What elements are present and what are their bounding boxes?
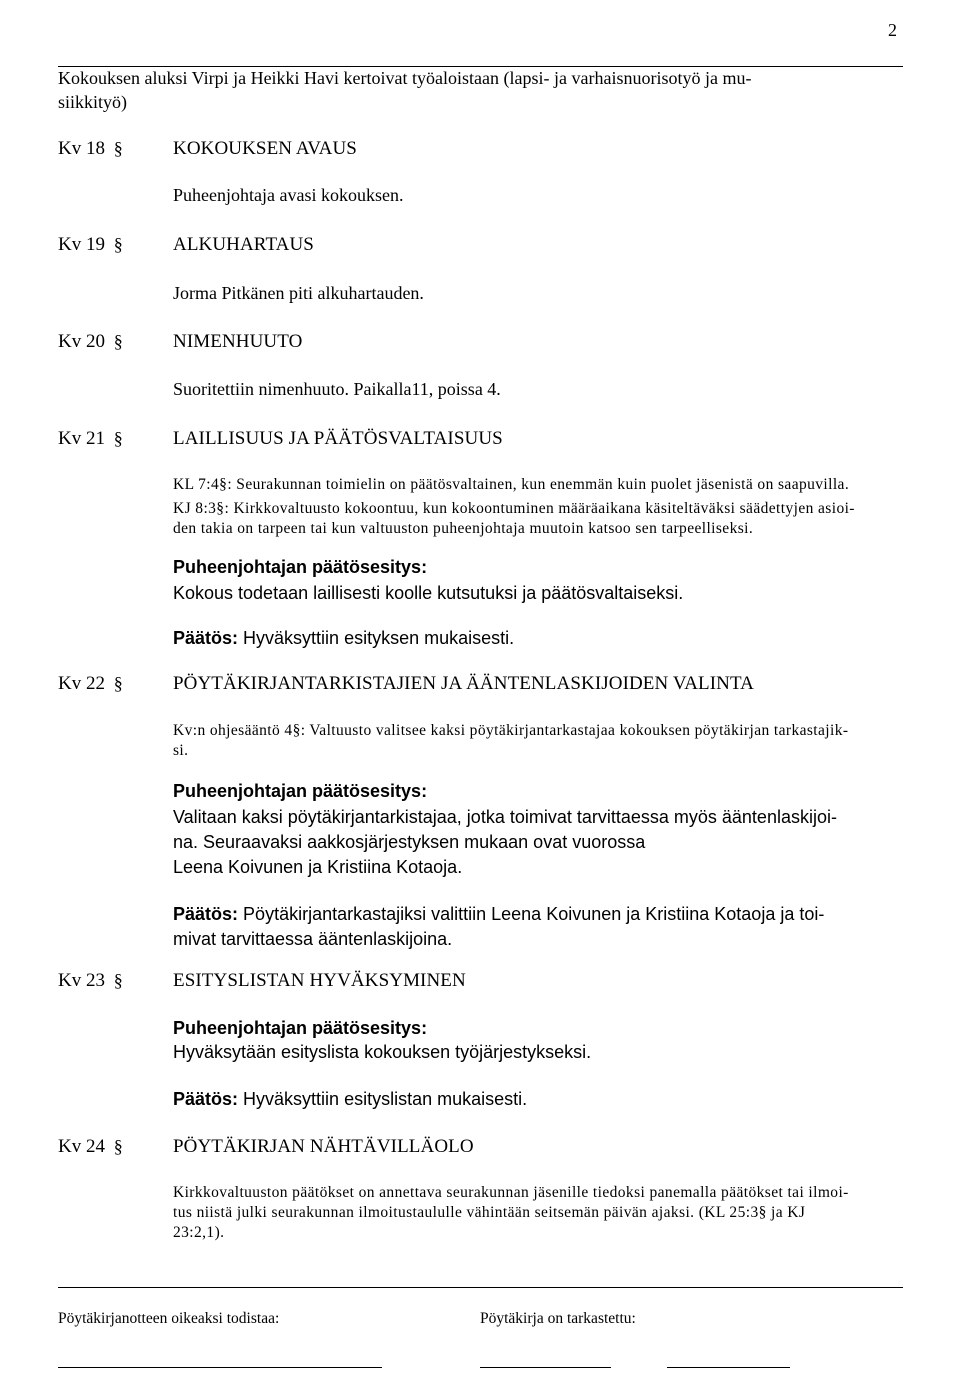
proposal-text: Kokous todetaan laillisesti koolle kutsutuksi ja päätösvaltaiseksi. [173,583,684,603]
section-text-kv19: Jorma Pitkänen piti alkuhartauden. [173,283,424,303]
publication-text-line-3: 23:2,1). [173,1224,225,1241]
section-sign: § [113,1136,123,1156]
section-label-kv24 [58,1136,123,1158]
decision-label: Päätös: [173,628,239,648]
section-number: Kv 22 [58,673,105,694]
section-label-kv20 [58,331,123,353]
section-title-kv22: PÖYTÄKIRJANTARKISTAJIEN JA ÄÄNTENLASKIJOIDEN VALINTA [173,673,754,694]
section-title-kv23: ESITYSLISTAN HYVÄKSYMINEN [173,970,466,991]
section-text-kv18: Puheenjohtaja avasi kokouksen. [173,185,404,205]
proposal-line-3: Leena Koivunen ja Kristiina Kotaoja. [173,857,463,877]
decision-label: Päätös: [173,1089,239,1109]
section-label-kv18 [58,138,123,160]
legal-reference-kl: KL 7:4§: Seurakunnan toimielin on päätösvaltainen, kun enemmän kuin puolet jäsenistä on saapuvilla. [173,476,850,493]
decision-label: Päätös: [173,904,239,924]
footer-reviewed-label: Pöytäkirja on tarkastettu: [480,1310,636,1327]
section-sign: § [113,331,123,351]
footer-certify-label: Pöytäkirjanotteen oikeaksi todistaa: [58,1310,280,1327]
section-number: Kv 21 [58,428,105,449]
intro-line-1: Kokouksen aluksi Virpi ja Heikki Havi kertoivat työaloistaan (lapsi- ja varhaisnuorisotyö ja mu- [58,68,752,88]
section-number: Kv 20 [58,331,105,352]
decision-text: Hyväksyttiin esityksen mukaisesti. [243,628,515,648]
section-label-kv21 [58,428,123,450]
decision [173,626,514,650]
section-title-kv19: ALKUHARTAUS [173,234,314,255]
proposal-line-1: Valitaan kaksi pöytäkirjantarkistajaa, jotka toimivat tarvittaessa myös ääntenlaskijoi- [173,807,837,827]
section-text-kv20: Suoritettiin nimenhuuto. Paikalla11, poissa 4. [173,379,501,399]
section-label-kv22 [58,673,123,695]
proposal-heading: Puheenjohtajan päätösesitys: [173,781,428,801]
section-sign: § [113,673,123,693]
rule-reference-line-2: si. [173,742,189,759]
decision-text: Hyväksyttiin esityslistan mukaisesti. [243,1089,528,1109]
section-sign: § [113,138,123,158]
publication-text-line-2: tus niistä julki seurakunnan ilmoitustaululle vähintään seitsemän päivän ajaksi. (KL 25:3§ ja KJ [173,1204,806,1221]
rule-reference-line-1: Kv:n ohjesääntö 4§: Valtuusto valitsee kaksi pöytäkirjantarkastajaa kokouksen pöytäkirjan tarkastajik- [173,722,849,739]
section-number: Kv 24 [58,1136,105,1157]
section-label-kv19 [58,234,123,256]
proposal-text: Hyväksytään esityslista kokouksen työjärjestykseksi. [173,1042,592,1062]
section-sign: § [113,428,123,448]
footer-rule [58,1287,903,1288]
section-title-kv21: LAILLISUUS JA PÄÄTÖSVALTAISUUS [173,428,503,449]
decision-line-1 [173,902,824,926]
header-rule [58,66,903,67]
section-number: Kv 23 [58,970,105,991]
publication-text-line-1: Kirkkovaltuuston päätökset on annettava seurakunnan jäsenille tiedoksi panemalla päätökset tai ilmoi- [173,1184,849,1201]
intro-line-2: siikkityö) [58,92,128,112]
proposal-heading: Puheenjohtajan päätösesitys: [173,557,428,577]
proposal-heading: Puheenjohtajan päätösesitys: [173,1018,428,1038]
proposal-line-2: na. Seuraavaksi aakkosjärjestyksen mukaan ovat vuorossa [173,832,646,852]
decision [173,1087,527,1111]
legal-reference-kj-line-1: KJ 8:3§: Kirkkovaltuusto kokoontuu, kun kokoontuminen määräaikana käsiteltäväksi säädettyjen asioi- [173,500,855,517]
decision-text: Pöytäkirjantarkastajiksi valittiin Leena Koivunen ja Kristiina Kotaoja ja toi- [243,904,825,924]
section-title-kv20: NIMENHUUTO [173,331,303,352]
page-number: 2 [888,20,897,40]
section-label-kv23 [58,970,123,992]
signature-line [667,1367,790,1368]
section-sign: § [113,234,123,254]
section-title-kv18: KOKOUKSEN AVAUS [173,138,357,159]
legal-reference-kj-line-2: den takia on tarpeen tai kun valtuuston puheenjohtaja muutoin katsoo sen tarpeelliseksi. [173,520,754,537]
section-number: Kv 18 [58,138,105,159]
signature-line [480,1367,611,1368]
signature-line [58,1367,382,1368]
section-sign: § [113,970,123,990]
section-number: Kv 19 [58,234,105,255]
section-title-kv24: PÖYTÄKIRJAN NÄHTÄVILLÄOLO [173,1136,474,1157]
decision-line-2: mivat tarvittaessa ääntenlaskijoina. [173,929,453,949]
